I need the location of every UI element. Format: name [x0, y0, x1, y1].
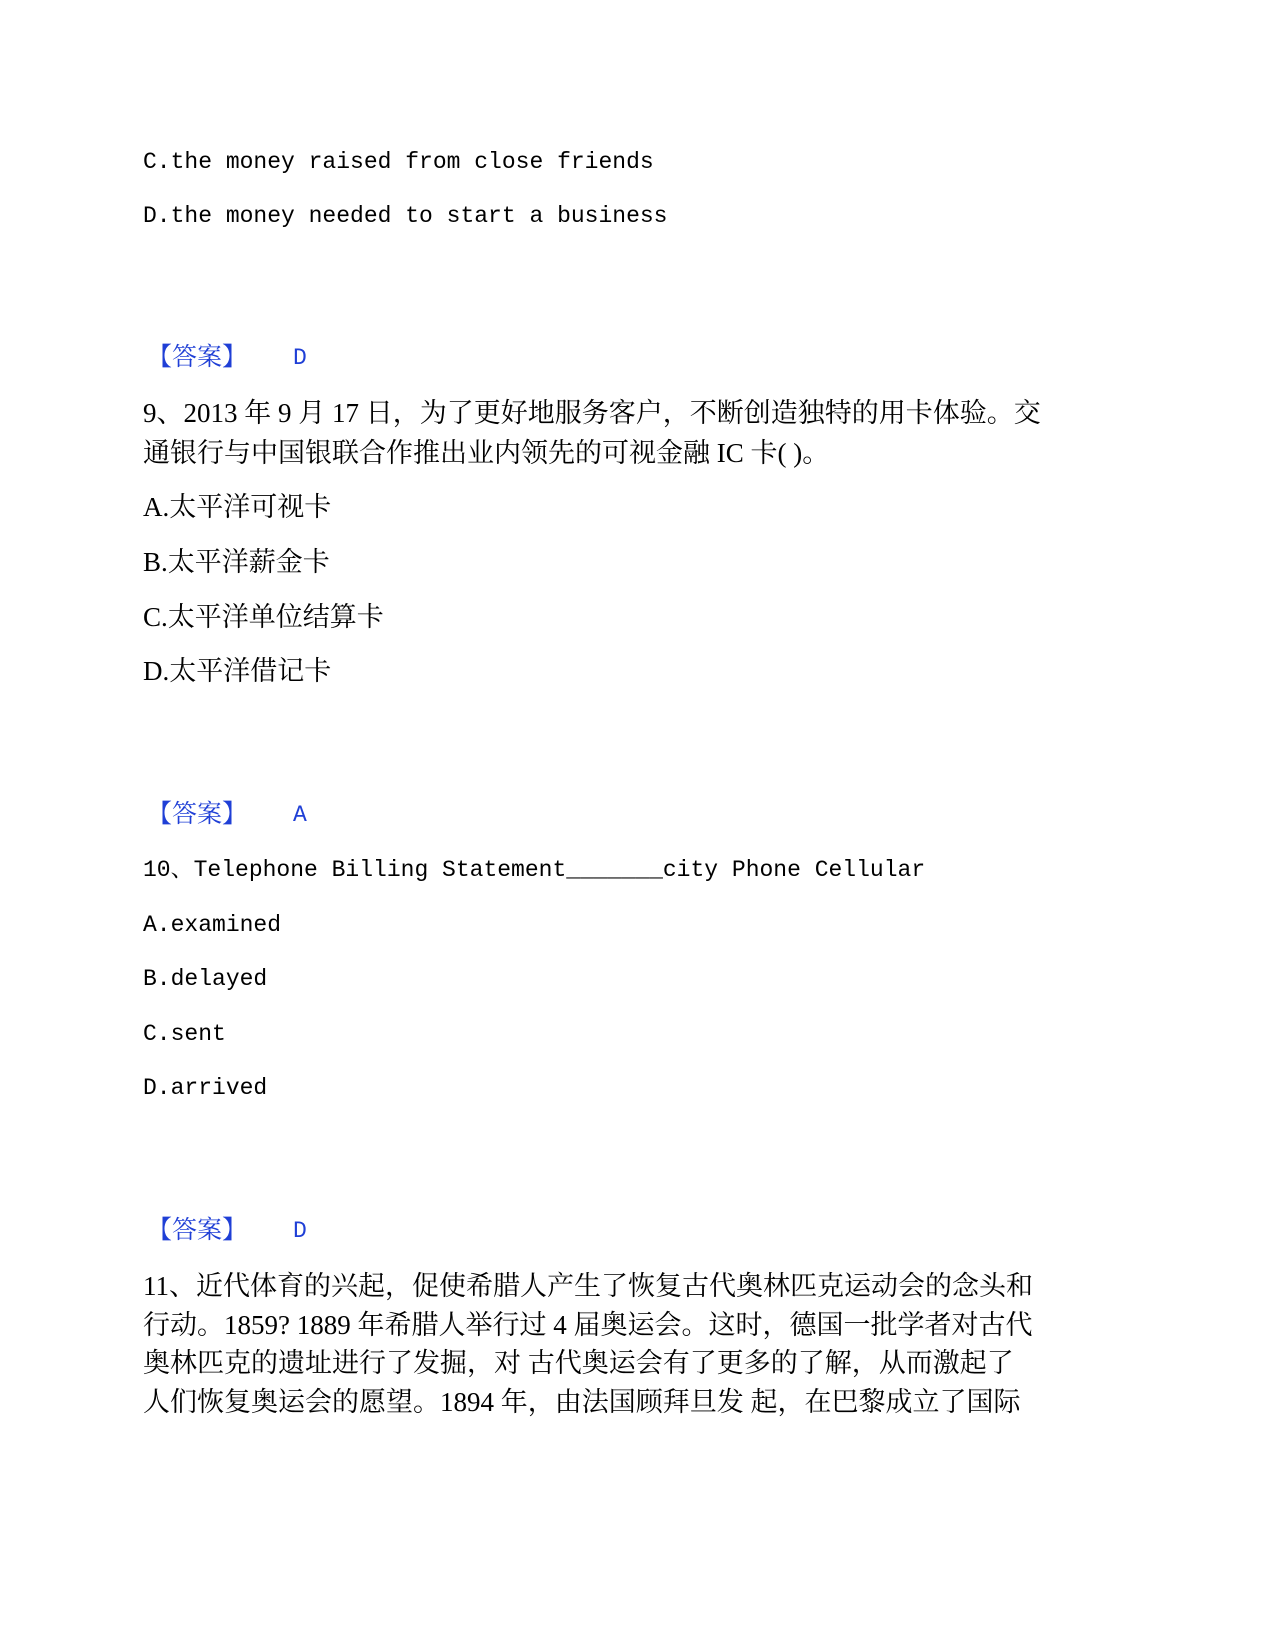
answer-value: D	[293, 1218, 307, 1244]
q11-text-line-3: 奥林匹克的遗址进行了发掘，对 古代奥运会有了更多的了解，从而激起了	[143, 1348, 1014, 1378]
answer-label: 【答案】	[147, 1217, 248, 1244]
q9-text-line-1: 9、2013 年 9 月 17 日，为了更好地服务客户，不断创造独特的用卡体验。交	[143, 398, 1041, 428]
q9-option-d: D.太平洋借记卡	[143, 656, 332, 686]
q8-option-c: C.the money raised from close friends	[143, 149, 654, 175]
q9-option-a: A.太平洋可视卡	[143, 492, 332, 522]
q10-option-a: A.examined	[143, 912, 282, 938]
answer-label: 【答案】	[147, 801, 248, 828]
q9-option-b: B.太平洋薪金卡	[143, 547, 330, 577]
q8-answer	[143, 343, 543, 373]
q8-option-d: D.the money needed to start a business	[143, 203, 668, 229]
q10-option-b: B.delayed	[143, 966, 268, 992]
q9-text-line-2: 通银行与中国银联合作推出业内领先的可视金融 IC 卡( )。	[143, 438, 830, 468]
answer-label: 【答案】	[147, 344, 248, 371]
q11-text-line-4: 人们恢复奥运会的愿望。1894 年，由法国顾拜旦发 起，在巴黎成立了国际	[143, 1387, 1021, 1417]
q11-text-line-1: 11、近代体育的兴起，促使希腊人产生了恢复古代奥林匹克运动会的念头和	[143, 1271, 1033, 1301]
q9-option-c: C.太平洋单位结算卡	[143, 602, 384, 632]
q11-text-line-2: 行动。1859? 1889 年希腊人举行过 4 届奥运会。这时，德国一批学者对古代	[143, 1310, 1033, 1340]
q10-answer	[143, 1216, 543, 1246]
q10-option-c: C.sent	[143, 1021, 226, 1047]
q10-text-line-1: 10、Telephone Billing Statement_______city Phone Cellular	[143, 857, 926, 883]
answer-value: A	[293, 802, 307, 828]
q9-answer	[143, 800, 543, 830]
answer-value: D	[293, 345, 307, 371]
q10-option-d: D.arrived	[143, 1075, 268, 1101]
